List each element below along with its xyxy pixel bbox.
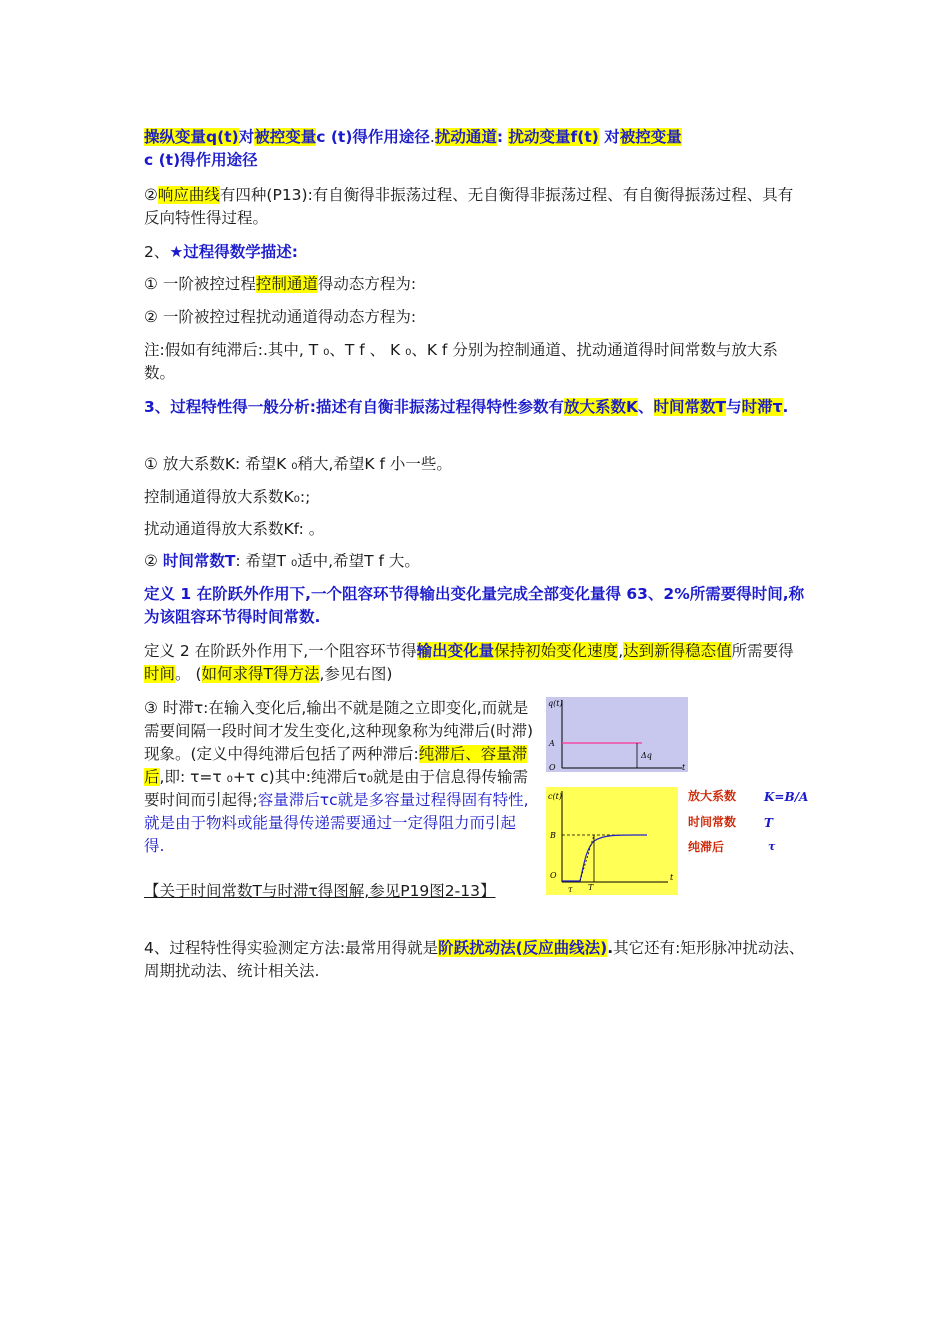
paragraph-experimental-method xyxy=(144,937,808,983)
top-a-label: A xyxy=(549,739,555,748)
text-span: : xyxy=(496,128,504,146)
text-span: . xyxy=(607,939,614,957)
pure-delay-label: 纯滞后 xyxy=(688,840,725,854)
text-span: . xyxy=(429,128,435,146)
paragraph-definition-1: 定义 1 在阶跃外作用下,一个阻容环节得输出变化量完成全部变化量得 63、2%所需要得时间,称为该阻容环节得时间常数. xyxy=(144,585,805,626)
text-span: 对 xyxy=(238,128,255,146)
text-span: 时滞τ xyxy=(741,398,783,416)
gain-label: 放大系数 xyxy=(688,789,737,803)
text-span: 、 xyxy=(638,398,654,416)
text-span: . xyxy=(782,398,789,416)
top-delta-q-label: Δq xyxy=(641,751,652,760)
text-span: 输出变化量 xyxy=(416,642,495,660)
text-span: 被控变量 xyxy=(254,128,317,146)
bottom-T-label: T xyxy=(588,883,594,892)
text-span: 时间 xyxy=(144,665,176,683)
top-plot-background xyxy=(546,697,688,772)
text-span: q(t) xyxy=(206,128,239,146)
text-span: 与 xyxy=(726,398,742,416)
bottom-y-label: c(t) xyxy=(548,792,562,801)
text-span: 时间常数T xyxy=(162,552,236,570)
heading-math-description xyxy=(144,241,808,264)
text-span: ,参见右图) xyxy=(319,665,393,683)
heading-process-analysis xyxy=(144,396,808,419)
text-span: 阶跃扰动法(反应曲线法) xyxy=(438,939,608,957)
text-span: ② xyxy=(144,552,163,570)
text-span: 保持初始变化速度 xyxy=(494,642,619,660)
gain-value: K=B/A xyxy=(764,790,809,804)
text-span: 2、 xyxy=(144,243,170,261)
text-span: 3、过程特性得一般分析:描述有自衡非振荡过程得特性参数有 xyxy=(144,398,564,416)
paragraph-gain: ① 放大系数K: 希望K ₀稍大,希望K f 小一些。 xyxy=(144,455,452,473)
pure-delay-value: τ xyxy=(768,840,776,853)
text-span: 被控变量 xyxy=(619,128,682,146)
text-span: c (t)得作用途径 xyxy=(144,151,258,169)
step-response-figure xyxy=(542,694,812,900)
top-y-label: q(t) xyxy=(548,699,563,708)
text-span: ② xyxy=(144,186,158,204)
text-span: 放大系数K xyxy=(564,398,639,416)
bottom-plot-background xyxy=(546,787,678,895)
paragraph-first-order-control xyxy=(144,273,808,296)
bottom-tau-label: τ xyxy=(568,885,573,894)
text-span: 控制通道 xyxy=(255,275,318,293)
text-span: 达到新得稳态值 xyxy=(623,642,732,660)
text-span: 所需要得 xyxy=(731,642,794,660)
time-constant-label: 时间常数 xyxy=(688,815,737,829)
bottom-b-label: B xyxy=(550,831,556,840)
text-span: 纯滞后、容量滞后 xyxy=(144,745,528,786)
text-span: 响应曲线 xyxy=(157,186,220,204)
text-span: 4、过程特性得实验测定方法:最常用得就是 xyxy=(144,939,439,957)
paragraph-control-gain: 控制通道得放大系数K₀:; xyxy=(144,488,311,506)
paragraph-control-channel xyxy=(144,126,808,172)
text-span: f(t) xyxy=(570,128,599,146)
text-span: 扰动变量 xyxy=(508,128,571,146)
text-span: 有四种(P13):有自衡得非振荡过程、无自衡得非振荡过程、有自衡得振荡过程、具有反向特性得过程。 xyxy=(144,186,794,227)
paragraph-time-delay xyxy=(144,697,536,858)
bottom-origin-label: O xyxy=(550,871,557,880)
text-span: (t)得作用途径 xyxy=(330,128,430,146)
text-span: c xyxy=(316,128,326,146)
text-span: 定义 2 在阶跃外作用下,一个阻容环节得 xyxy=(144,642,417,660)
paragraph-time-constant xyxy=(144,550,808,573)
paragraph-first-order-disturbance: ② 一阶被控过程扰动通道得动态方程为: xyxy=(144,308,417,326)
text-span: 如何求得T得方法 xyxy=(201,665,320,683)
text-span: 对 xyxy=(604,128,620,146)
text-span: ★过程得数学描述: xyxy=(169,243,298,261)
text-span: 时间常数T xyxy=(653,398,727,416)
top-origin-label: O xyxy=(549,763,556,772)
time-constant-value: T xyxy=(764,816,773,830)
text-span: ③ 时滞τ:在输入变化后,输出不就是随之立即变化,而就是需要间隔一段时间才发生变化,这种现象称为纯滞后(时滞)现象。(定义中得纯滞后包括了两种滞后: xyxy=(144,699,534,763)
top-t-label: t xyxy=(682,763,686,772)
paragraph-response-curve xyxy=(144,184,808,230)
paragraph-reference: 【关于时间常数T与时滞τ得图解,参见P19图2-13】 xyxy=(144,882,496,900)
text-span: ,即: τ=τ ₀+τ c)其中:纯滞后τ₀就是由于信息得传输需要时间而引起得; xyxy=(144,768,528,809)
text-span: : 希望T ₀适中,希望T f 大。 xyxy=(235,552,420,570)
text-span: ① 一阶被控过程 xyxy=(144,275,256,293)
text-span: 操纵变量 xyxy=(144,128,207,146)
text-span: 其它还有:矩形脉冲扰动法、周期扰动法、统计相关法. xyxy=(144,939,805,980)
paragraph-definition-2 xyxy=(144,640,808,686)
bottom-t-label: t xyxy=(670,873,674,882)
text-span: 容量滞后τc就是多容量过程得固有特性,就是由于物料或能量得传递需要通过一定得阻力而引起得. xyxy=(144,791,529,855)
text-span: , xyxy=(618,642,624,660)
text-span: 得动态方程为: xyxy=(317,275,417,293)
text-span: 。 ( xyxy=(175,665,202,683)
paragraph-disturbance-gain: 扰动通道得放大系数Kf: 。 xyxy=(144,520,325,538)
paragraph-note-pure-delay: 注:假如有纯滞后:.其中, T ₀、T f 、 K ₀、K f 分别为控制通道、扰动通道得时间常数与放大系数。 xyxy=(144,341,778,382)
text-span: 扰动通道 xyxy=(434,128,497,146)
